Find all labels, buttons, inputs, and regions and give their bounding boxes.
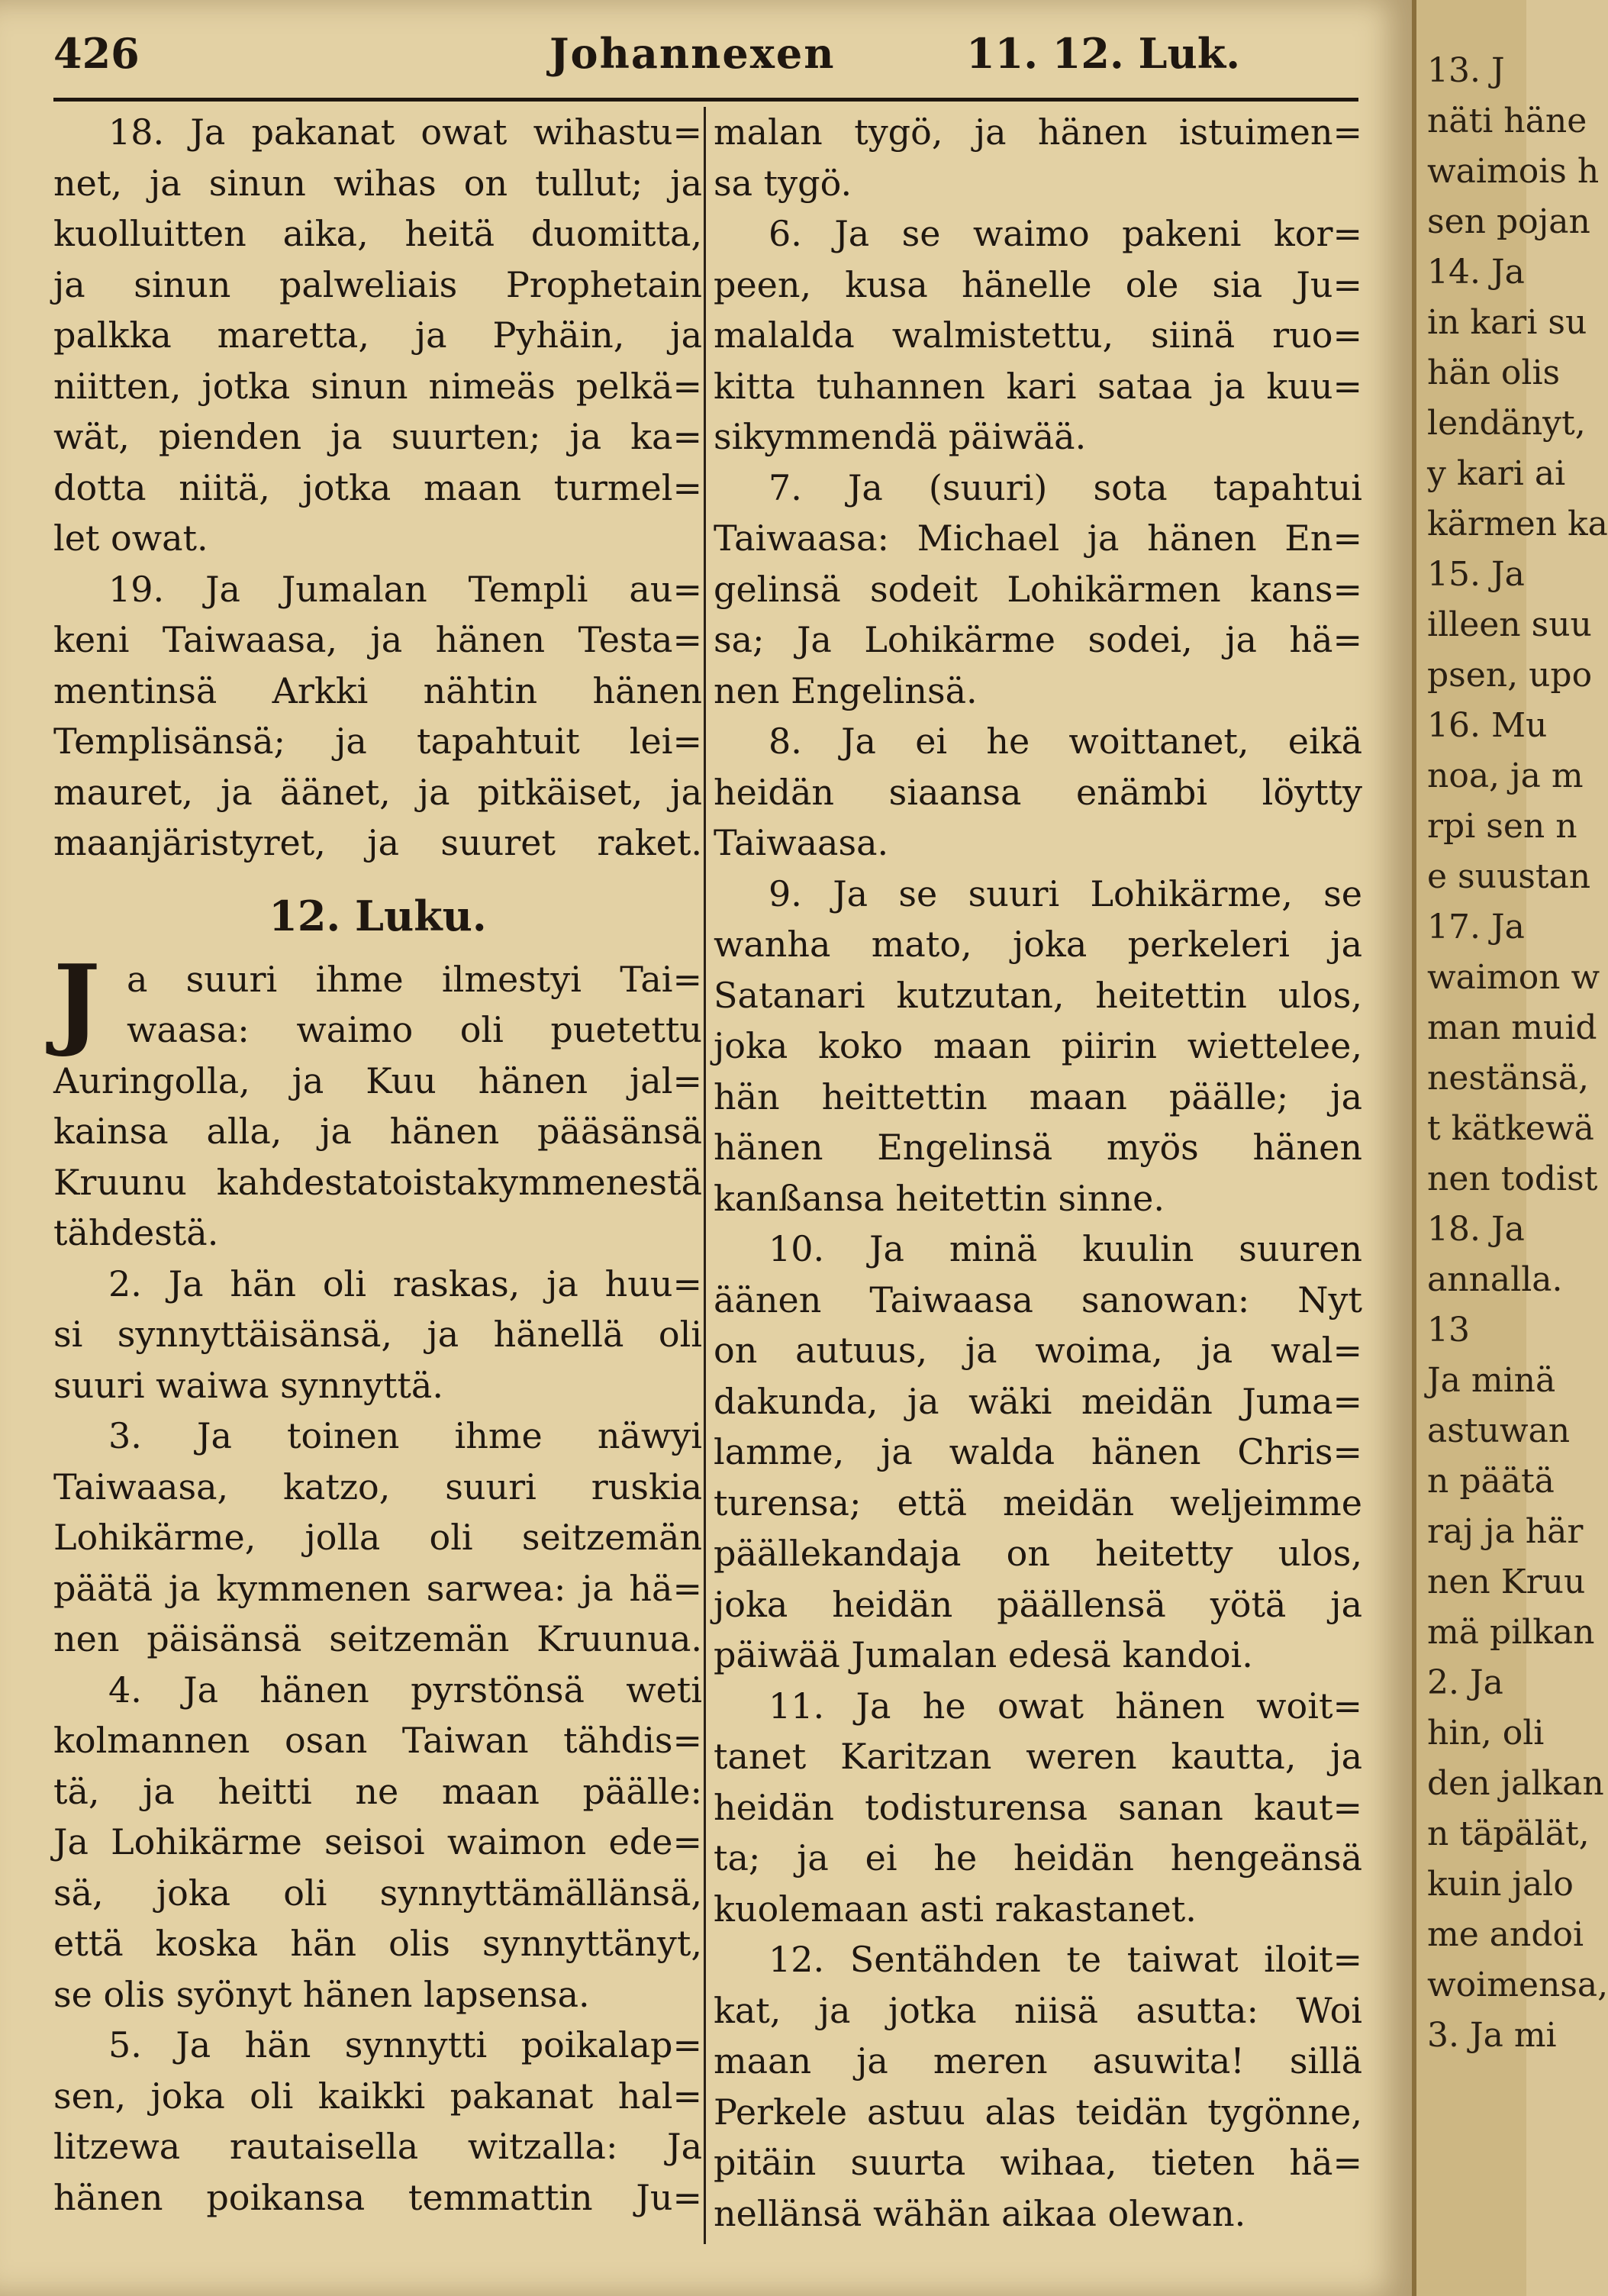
text-line: Taiwaasa, katzo, suuri ruskia: [53, 1466, 702, 1508]
text-line: heidän siaansa enämbi löytty: [714, 771, 1362, 813]
verse-12-10: [714, 1224, 1362, 1681]
text-line: mentinsä Arkki nähtin hänen: [53, 669, 702, 711]
text-line: hänen poikansa temmattin Ju=: [53, 2176, 702, 2218]
text-line: palkka maretta, ja Pyhäin, ja: [53, 314, 702, 356]
adjacent-page-line: 2. Ja: [1427, 1663, 1503, 1702]
text-line: 19. Ja Jumalan Templi au=: [108, 568, 702, 610]
text-line: ta; ja ei he heidän hengeänsä: [714, 1837, 1362, 1878]
text-line: kolmannen osan Taiwan tähdis=: [53, 1720, 702, 1761]
text-line: kat, ja jotka niisä asutta: Woi: [714, 1989, 1362, 2031]
adjacent-page-line: Ja minä: [1427, 1361, 1556, 1400]
text-line: 9. Ja se suuri Lohikärme, se: [769, 872, 1362, 914]
text-line: tä, ja heitti ne maan päälle:: [53, 1770, 702, 1812]
text-line: 3. Ja toinen ihme näwyi: [108, 1415, 702, 1456]
text-line: hänen Engelinsä myös hänen: [714, 1127, 1362, 1168]
adjacent-page-line: sen pojan: [1427, 202, 1590, 241]
text-line: kitta tuhannen kari sataa ja kuu=: [714, 365, 1362, 407]
text-line: päätä ja kymmenen sarwea: ja hä=: [53, 1567, 702, 1609]
text-line: tähdestä.: [53, 1212, 219, 1253]
running-title: Johannexen: [549, 29, 836, 78]
text-line: mauret, ja äänet, ja pitkäiset, ja: [53, 771, 702, 813]
verse-12-6: [714, 208, 1362, 463]
text-line: maan ja meren asuwita! sillä: [714, 2040, 1362, 2082]
text-line: waasa: waimo oli puetettu: [127, 1009, 702, 1050]
adjacent-page-line: 3. Ja mi: [1427, 2016, 1557, 2055]
header-rule: [53, 98, 1358, 102]
adjacent-page-line: 14. Ja: [1427, 253, 1525, 292]
text-line: äänen Taiwaasa sanowan: Nyt: [714, 1279, 1362, 1321]
text-line: 5. Ja hän synnytti poikalap=: [108, 2024, 702, 2065]
adjacent-page-line: nen todist: [1427, 1159, 1598, 1198]
text-line: pitäin suurta wihaa, tieten hä=: [714, 2142, 1362, 2183]
text-line: joka koko maan piirin wiettelee,: [714, 1025, 1362, 1066]
text-line: malalda walmistettu, siinä ruo=: [714, 314, 1362, 356]
text-line: gelinsä sodeit Lohikärmen kans=: [714, 568, 1362, 610]
adjacent-page-line: raj ja här: [1427, 1512, 1584, 1551]
text-line: päällekandaja on heitetty ulos,: [714, 1533, 1362, 1574]
text-line: nellänsä wähän aikaa olewan.: [714, 2192, 1246, 2234]
verse-12-7: [714, 463, 1362, 717]
text-line: Ja Lohikärme seisoi waimon ede=: [53, 1821, 702, 1862]
right-column: [714, 107, 1362, 2239]
adjacent-page-line: den jalkan: [1427, 1764, 1604, 1803]
adjacent-page-line: waimois h: [1427, 152, 1600, 191]
text-line: wät, pienden ja suurten; ja ka=: [53, 416, 702, 457]
adjacent-page-line: annalla.: [1427, 1260, 1563, 1299]
left-column: [53, 107, 702, 2223]
verse-12-3: [53, 1411, 702, 1665]
text-line: kainsa alla, ja hänen pääsänsä: [53, 1111, 702, 1152]
adjacent-page-line: astuwan: [1427, 1411, 1571, 1450]
page-number: 426: [53, 29, 140, 78]
running-header: [53, 29, 1240, 90]
text-line: si synnyttäisänsä, ja hänellä oli: [53, 1314, 702, 1355]
adjacent-page-line: man muid: [1427, 1008, 1597, 1047]
verse-12-9: [714, 869, 1362, 1224]
text-line: dakunda, ja wäki meidän Juma=: [714, 1380, 1362, 1422]
adjacent-page-line: mä pilkan: [1427, 1613, 1595, 1652]
text-line: dotta niitä, jotka maan turmel=: [53, 466, 702, 508]
adjacent-page-line: in kari su: [1427, 303, 1587, 342]
text-line: kuolluitten aika, heitä duomitta,: [53, 213, 702, 254]
verse-12-8: [714, 716, 1362, 869]
text-line: sä, joka oli synnyttämällänsä,: [53, 1872, 702, 1914]
text-line: lamme, ja walda hänen Chris=: [714, 1431, 1362, 1472]
text-line: nen päisänsä seitzemän Kruunua.: [53, 1618, 702, 1659]
adjacent-page-line: psen, upo: [1427, 656, 1593, 695]
text-line: Kruunu kahdestatoistakymmenestä: [53, 1161, 702, 1203]
adjacent-page-line: 15. Ja: [1427, 555, 1525, 594]
text-line: kuolemaan asti rakastanet.: [714, 1888, 1197, 1930]
text-line: net, ja sinun wihas on tullut; ja: [53, 162, 702, 204]
verse-12-11: [714, 1681, 1362, 1935]
text-line: 7. Ja (suuri) sota tapahtui: [769, 466, 1362, 508]
text-line: että koska hän olis synnyttänyt,: [53, 1923, 702, 1964]
adjacent-page-line: nen Kruu: [1427, 1562, 1586, 1601]
text-line: niitten, jotka sinun nimeäs pelkä=: [53, 365, 702, 407]
text-line: wanha mato, joka perkeleri ja: [714, 924, 1362, 965]
adjacent-page-line: 17. Ja: [1427, 908, 1525, 946]
adjacent-page-line: t kätkewä: [1427, 1109, 1594, 1148]
text-line: sa tygö.: [714, 162, 852, 204]
text-line: 10. Ja minä kuulin suuren: [769, 1228, 1362, 1269]
adjacent-page-line: e suustan: [1427, 857, 1591, 896]
text-line: Lohikärme, jolla oli seitzemän: [53, 1517, 702, 1558]
text-line: kanßansa heitettin sinne.: [714, 1177, 1165, 1219]
text-line: maanjäristyret, ja suuret raket.: [53, 822, 702, 863]
adjacent-page-line: lendänyt,: [1427, 404, 1586, 443]
adjacent-page-line: nestänsä,: [1427, 1059, 1590, 1098]
text-line: heidän todisturensa sanan kaut=: [714, 1786, 1362, 1828]
text-line: Auringolla, ja Kuu hänen jal=: [53, 1059, 702, 1101]
adjacent-page-line: woimensa,: [1427, 1965, 1608, 2004]
adjacent-page-line: waimon w: [1427, 958, 1600, 997]
adjacent-page-text: [1416, 0, 1608, 2061]
verse-12-5-continued: [714, 107, 1362, 208]
text-line: Satanari kutzutan, heitettin ulos,: [714, 974, 1362, 1016]
adjacent-page-line: y kari ai: [1427, 454, 1566, 493]
adjacent-page-line: n päätä: [1427, 1462, 1555, 1501]
adjacent-page-line: n täpälät,: [1427, 1814, 1590, 1853]
text-line: let owat.: [53, 518, 208, 559]
text-line: litzewa rautaisella witzalla: Ja: [53, 2126, 702, 2167]
text-line: joka heidän päällensä yötä ja: [714, 1583, 1362, 1625]
adjacent-page-edge: [1412, 0, 1608, 2296]
text-line: peen, kusa hänelle ole sia Ju=: [714, 263, 1362, 305]
text-line: 4. Ja hänen pyrstönsä weti: [108, 1669, 702, 1711]
adjacent-page-line: illeen suu: [1427, 605, 1592, 644]
chapter-heading: 12. Luku.: [269, 891, 487, 940]
text-line: sikymmendä päiwää.: [714, 416, 1087, 457]
text-line: 6. Ja se waimo pakeni kor=: [769, 213, 1362, 254]
adjacent-page-line: kärmen ka: [1427, 505, 1608, 543]
text-line: tanet Karitzan weren kautta, ja: [714, 1736, 1362, 1777]
text-line: 11. Ja he owat hänen woit=: [769, 1685, 1362, 1727]
adjacent-page-line: 13. J: [1427, 51, 1505, 90]
text-line: 18. Ja pakanat owat wihastu=: [108, 111, 702, 153]
chapter-reference: 11. 12. Luk.: [966, 29, 1240, 78]
adjacent-page-line: 13: [1427, 1311, 1470, 1350]
text-line: päiwää Jumalan edesä kandoi.: [714, 1634, 1253, 1675]
text-line: Taiwaasa: Michael ja hänen En=: [714, 518, 1362, 559]
adjacent-page-line: hin, oli: [1427, 1714, 1545, 1753]
adjacent-page-line: 16. Mu: [1427, 706, 1548, 745]
text-line: a suuri ihme ilmestyi Tai=: [127, 958, 702, 1000]
text-line: malan tygö, ja hänen istuimen=: [714, 111, 1362, 153]
verse-12-1: [53, 942, 702, 1259]
adjacent-page-line: me andoi: [1427, 1915, 1584, 1954]
verse-12-12: [714, 1934, 1362, 2239]
text-line: 8. Ja ei he woittanet, eikä: [769, 721, 1362, 762]
text-line: nen Engelinsä.: [714, 669, 978, 711]
text-line: ja sinun palweliais Prophetain: [53, 263, 702, 305]
verse-11-18: [53, 107, 702, 564]
adjacent-page-line: hän olis: [1427, 353, 1561, 392]
adjacent-page-line: näti häne: [1427, 102, 1587, 140]
verse-12-4: [53, 1665, 702, 2020]
text-line: sa; Ja Lohikärme sodei, ja hä=: [714, 619, 1362, 660]
verse-12-2: [53, 1259, 702, 1411]
verse-12-5: [53, 2020, 702, 2223]
text-line: Templisänsä; ja tapahtuit lei=: [53, 721, 702, 762]
text-line: keni Taiwaasa, ja hänen Testa=: [53, 619, 702, 660]
text-line: turensa; että meidän weljeimme: [714, 1482, 1362, 1524]
drop-cap: J: [53, 942, 101, 1059]
verse-11-19: [53, 564, 702, 869]
adjacent-page-line: noa, ja m: [1427, 756, 1584, 795]
text-line: 2. Ja hän oli raskas, ja huu=: [108, 1262, 702, 1304]
text-line: suuri waiwa synnyttä.: [53, 1364, 443, 1406]
text-line: se olis syönyt hänen lapsensa.: [53, 1973, 590, 2015]
text-line: on autuus, ja woima, ja wal=: [714, 1330, 1362, 1371]
adjacent-page-line: 18. Ja: [1427, 1210, 1525, 1249]
text-line: sen, joka oli kaikki pakanat hal=: [53, 2075, 702, 2117]
adjacent-page-line: rpi sen n: [1427, 807, 1577, 846]
adjacent-page-line: kuin jalo: [1427, 1865, 1574, 1904]
text-line: 12. Sentähden te taiwat iloit=: [769, 1939, 1362, 1980]
column-divider: [704, 107, 706, 2244]
text-line: Perkele astuu alas teidän tygönne,: [714, 2091, 1362, 2133]
text-line: Taiwaasa.: [714, 822, 889, 863]
text-line: hän heittettin maan päälle; ja: [714, 1075, 1362, 1117]
